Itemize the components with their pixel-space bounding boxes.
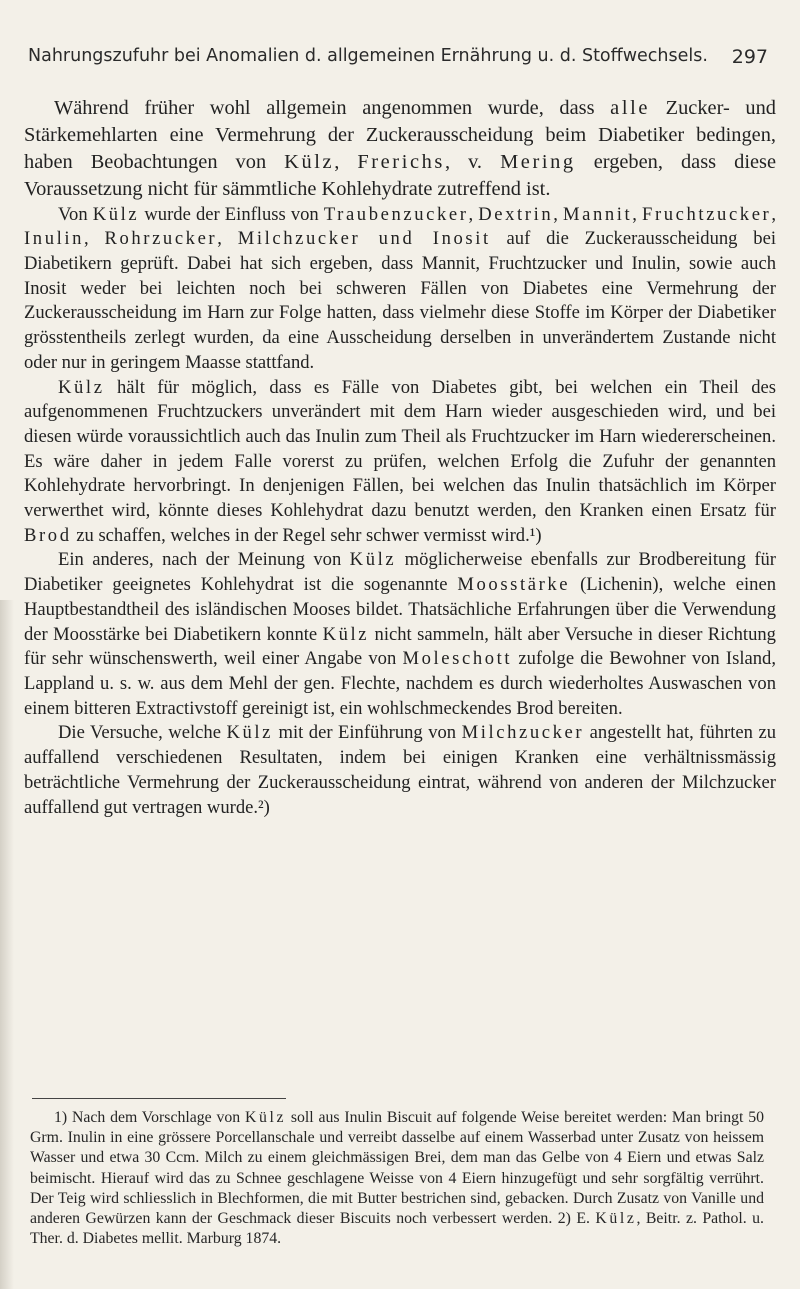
emphasis-run: Milchzucker und Inosit (237, 228, 491, 250)
author-name: Külz (322, 623, 370, 645)
text-run: wurde der Einfluss von (139, 203, 324, 225)
emphasis-run: Fruchtzucker (642, 203, 772, 225)
text-run: , (84, 228, 105, 250)
text-run: Von (58, 203, 93, 225)
text-run: , (553, 203, 563, 225)
text-run: Ein anderes, nach der Meinung von (58, 549, 350, 571)
text-run: Während früher wohl allgemein angenommen wurde, dass (54, 97, 611, 119)
emphasis-run: alle (610, 97, 651, 119)
footnote-rule (32, 1098, 286, 1099)
text-run: möglicherweise ebenfalls zur Brodbereitung für Diabetiker geeignetes Kohlehydrat ist die sogenannte (24, 549, 776, 596)
author-name: Külz (226, 722, 273, 744)
text-run: Zucker- und Stärkemehlarten eine Vermehrung der Zuckerausscheidung beim Diabetiker bedingen, haben Beobachtungen von (24, 97, 776, 173)
text-run: 1) Nach dem Vorschlage von (54, 1109, 245, 1126)
author-name: Külz (92, 203, 140, 225)
paragraph-1 (24, 203, 776, 376)
page-number: 297 (731, 46, 768, 68)
emphasis-run: Inulin (24, 228, 85, 250)
author-name: Külz (244, 1109, 287, 1126)
text-run: zu schaffen, welches in der Regel sehr schwer vermisst wird.¹) (71, 524, 542, 546)
emphasis-run: Dextrin (478, 203, 554, 225)
text-run: , (632, 203, 643, 225)
author-name: Külz (595, 1210, 637, 1228)
emphasis-run: Mannit (562, 203, 633, 225)
author-name: Mering (500, 150, 576, 173)
text-run: , (468, 203, 479, 225)
text-run: , (334, 150, 358, 173)
text-run: hält für möglich, dass es Fälle von Diabetes gibt, bei welchen ein Theil des aufgenommenen Fruchtzuckers unverändert mit dem Harn wieder ausgeschieden wird, und bei diesen würde voraussichtlich auch das Inulin zum Theil als Fruchtzucker im Harn wiedererscheinen. Es wäre daher in jedem Falle vorerst zu prüfen, welchen Erfolg die Zufuhr der genannten Kohlehydrate hervorbringt. In denjenigen Fällen, bei welchen das Inulin thatsächlich im Körper verwerthet wird, könnte dieses Kohlehydrat dazu benutzt werden, den Kranken einen Ersatz für (24, 376, 776, 522)
page-edge-shadow (0, 600, 14, 1289)
paragraph-4 (24, 721, 776, 820)
text-run: mit der Einführung von (273, 722, 462, 744)
lead-paragraph (24, 95, 776, 203)
text-run: nicht sammeln, hält aber Versuche in dieser Richtung für sehr wünschenswerth, weil einer Angabe von (24, 623, 776, 670)
emphasis-run: Traubenzucker (323, 203, 469, 225)
running-head (28, 46, 768, 76)
text-run: (Lichenin), welche einen Hauptbestandtheil des isländischen Mooses bildet. Thatsächliche Erfahrungen über die Verwendung der Moosstärke bei Diabetikern konnte (24, 574, 776, 645)
emphasis-run: Milchzucker (461, 722, 585, 744)
text-run: , v. (444, 150, 501, 173)
text-run: soll aus Inulin Biscuit auf folgende Weise bereitet werden: Man bringt 50 Grm. Inulin in eine grössere Porcellanschale und verreibt dasselbe auf einem Wasserbad unter Zusatz von heissem Wasser und etwa 30 Ccm. Milch zu einem gleichmässigen Brei, dem man das Gelbe von 4 Eiern und etwas Salz beimischt. Hierauf wird das zu Schnee geschlagene Weisse von 4 Eiern hinzugefügt und sehr sorgfältig verrührt. Der Teig wird schliesslich in Blechformen, die mit Butter bestrichen sind, gebacken. Durch Zusatz von Vanille und anderen Gewürzen kann der Geschmack dieser Biscuits noch verbessert werden. 2) E. (30, 1109, 764, 1228)
emphasis-run: Brod (24, 524, 72, 546)
footnote-text (30, 1108, 764, 1249)
text-run: , Beitr. z. Pathol. u. Ther. d. Diabetes mellit. Marburg 1874. (30, 1210, 764, 1248)
footnotes (30, 1108, 764, 1249)
paragraph-intro (24, 95, 776, 203)
author-name: Frerichs (357, 150, 445, 173)
emphasis-run: Moosstärke (457, 574, 571, 596)
author-name: Külz (284, 150, 335, 173)
text-run: , (771, 203, 776, 225)
text-run: auf die Zuckerausscheidung bei Diabetikern geprüft. Dabei hat sich ergeben, dass Mannit, Fruchtzucker und Inulin, sowie auch Inosit weder bei leichten noch bei schweren Fällen von Diabetes eine Vermehrung der Zuckerausscheidung im Harn zur Folge hatten, dass vielmehr diese Stoffe im Körper der Diabetiker grösstentheils zerlegt wurden, da eine Ausscheidung derselben in unverändertem Zustande nicht oder nur in geringem Maasse stattfand. (24, 228, 777, 373)
paragraph-3 (24, 548, 776, 721)
text-run: ergeben, dass diese Voraussetzung nicht für sämmtliche Kohlehydrate zutreffend ist. (24, 150, 777, 200)
author-name: Külz (58, 376, 105, 398)
text-run: Die Versuche, welche (58, 722, 227, 744)
text-run: , (217, 228, 238, 250)
body-text (24, 95, 776, 820)
paragraph-2 (24, 376, 776, 549)
running-head-title: Nahrungszufuhr bei Anomalien d. allgemeinen Ernährung u. d. Stoffwechsels. (28, 46, 708, 66)
author-name: Moleschott (402, 648, 513, 670)
author-name: Külz (349, 549, 397, 571)
text-run: angestellt hat, führten zu auffallend verschiedenen Resultaten, indem bei einigen Kranken eine verhältnissmässig beträchtliche Vermehrung der Zuckerausscheidung eintrat, während von anderen der Milchzucker auffallend gut vertragen wurde.²) (24, 722, 777, 818)
emphasis-run: Rohrzucker (104, 228, 218, 250)
text-run: zufolge die Bewohner von Island, Lappland u. s. w. aus dem Mehl der gen. Flechte, nachdem es durch wiederholtes Auswaschen von einem bitteren Extractivstoff gereinigt ist, ein wohlschmeckendes Brod bereiten. (24, 648, 777, 719)
